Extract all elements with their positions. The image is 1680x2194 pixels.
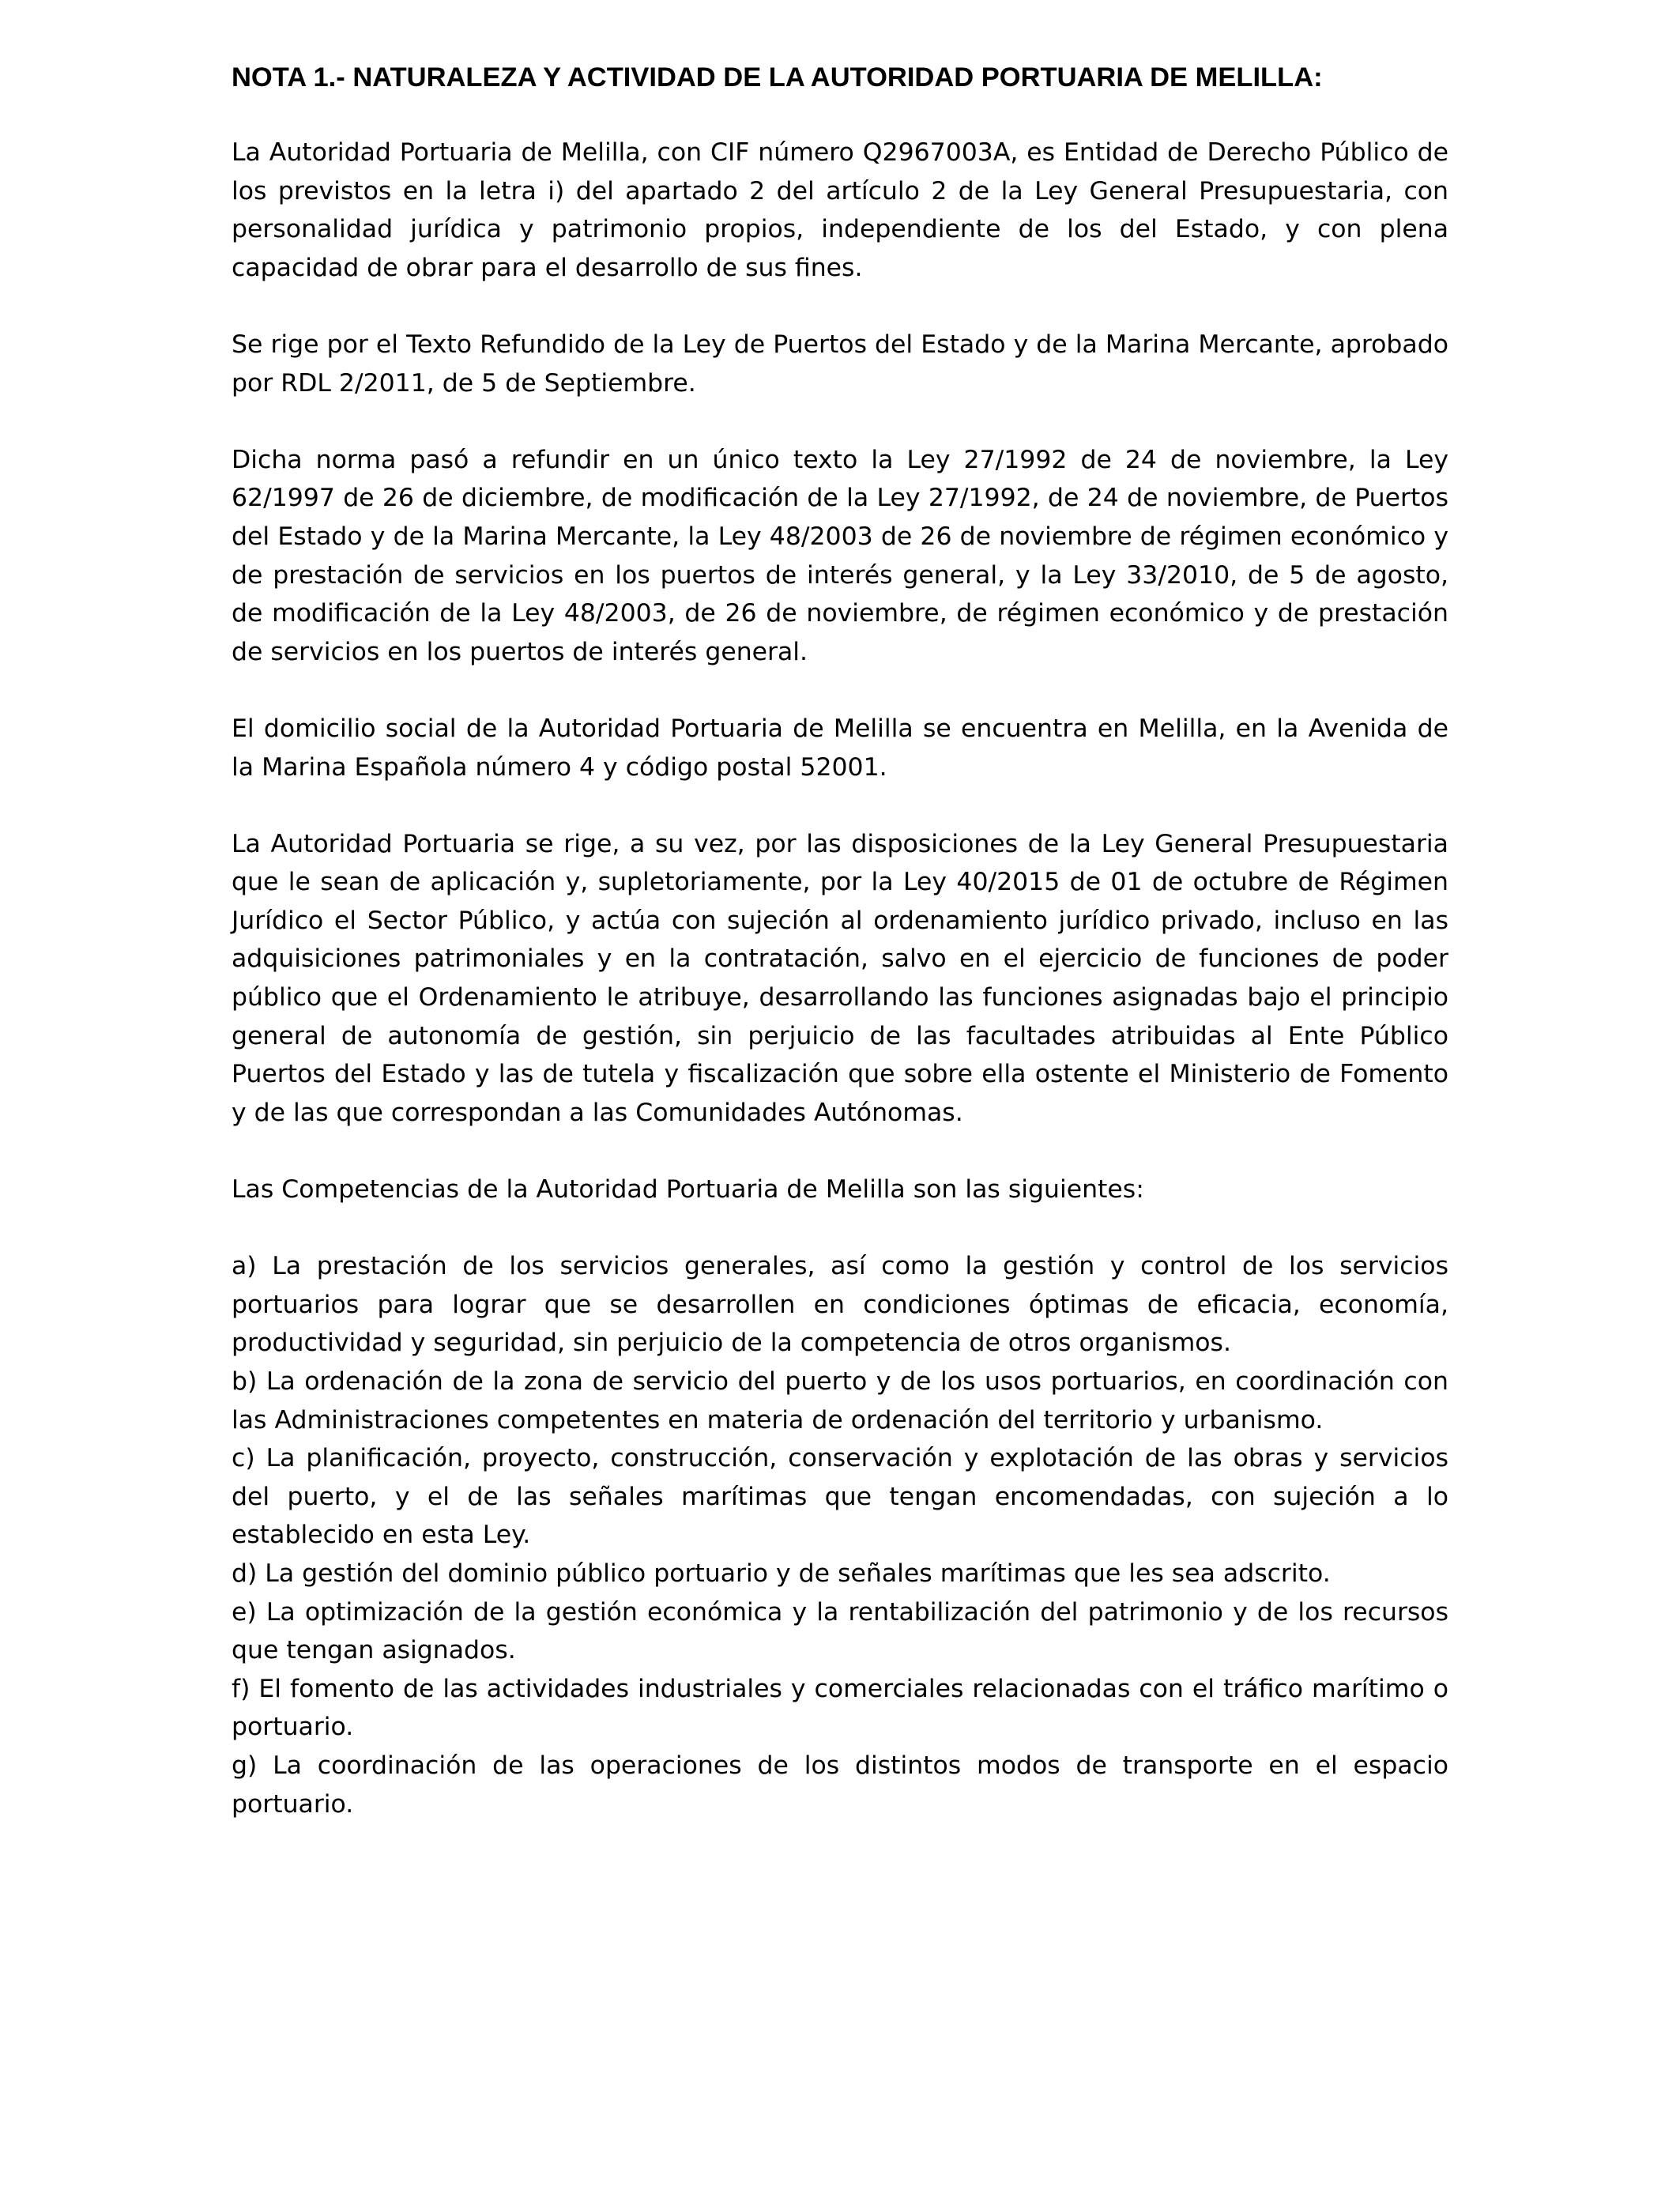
document-page [232,58,1448,1823]
list-item: b) La ordenación de la zona de servicio del puerto y de los usos portuarios, en coordinación con las Administraciones competentes en materia de ordenación del territorio y urbanismo. [232,1367,1448,1434]
competencias-list [232,1247,1448,1823]
list-item: c) La planificación, proyecto, construcción, conservación y explotación de las obras y servicios del puerto, y el de las señales marítimas que tengan encomendadas, con sujeción a lo establecido en esta Ley. [232,1444,1448,1550]
paragraph-norma-refundida: Dicha norma pasó a refundir en un único texto la Ley 27/1992 de 24 de noviembre, la Ley 62/1997 de 26 de diciembre, de modificación de la Ley 27/1992, de 24 de noviembre, de Puertos del Estado y de la Marina Mercante, la Ley 48/2003 de 26 de noviembre de régimen económico y de prestación de servicios en los puertos de interés general, y la Ley 33/2010, de 5 de agosto, de modificación de la Ley 48/2003, de 26 de noviembre, de régimen económico y de prestación de servicios en los puertos de interés general. [232,445,1448,666]
list-item: f) El fomento de las actividades industriales y comerciales relacionadas con el tráfico marítimo o portuario. [232,1674,1448,1742]
paragraph-texto-refundido: Se rige por el Texto Refundido de la Ley de Puertos del Estado y de la Marina Mercante, aprobado por RDL 2/2011, de 5 de Septiembre. [232,330,1448,398]
list-item: e) La optimización de la gestión económica y la rentabilización del patrimonio y de los recursos que tengan asignados. [232,1597,1448,1665]
list-item: d) La gestión del dominio público portuario y de señales marítimas que les sea adscrito. [232,1559,1331,1588]
list-item: g) La coordinación de las operaciones de los distintos modos de transporte en el espacio portuario. [232,1751,1448,1819]
list-item: a) La prestación de los servicios generales, así como la gestión y control de los servicios portuarios para lograr que se desarrollen en condiciones óptimas de eficacia, economía, productividad y seguridad, sin perjuicio de la competencia de otros organismos. [232,1252,1448,1358]
paragraph-competencias-intro: Las Competencias de la Autoridad Portuaria de Melilla son las siguientes: [232,1175,1144,1204]
paragraph-naturaleza: La Autoridad Portuaria de Melilla, con CIF número Q2967003A, es Entidad de Derecho Público de los previstos en la letra i) del apartado 2 del artículo 2 de la Ley General Presupuestaria, con personalidad jurídica y patrimonio propios, independiente de los del Estado, y con plena capacidad de obrar para el desarrollo de sus fines. [232,138,1448,282]
paragraph-domicilio-social: El domicilio social de la Autoridad Portuaria de Melilla se encuentra en Melilla, en la Avenida de la Marina Española número 4 y código postal 52001. [232,714,1448,782]
document-title: NOTA 1.- NATURALEZA Y ACTIVIDAD DE LA AUTORIDAD PORTUARIA DE MELILLA: [232,62,1323,92]
paragraph-regimen-juridico: La Autoridad Portuaria se rige, a su vez, por las disposiciones de la Ley General Presupuestaria que le sean de aplicación y, supletoriamente, por la Ley 40/2015 de 01 de octubre de Régimen Jurídico el Sector Público, y actúa con sujeción al ordenamiento jurídico privado, incluso en las adquisiciones patrimoniales y en la contratación, salvo en el ejercicio de funciones de poder público que el Ordenamiento le atribuye, desarrollando las funciones asignadas bajo el principio general de autonomía de gestión, sin perjuicio de las facultades atribuidas al Ente Público Puertos del Estado y las de tutela y fiscalización que sobre ella ostente el Ministerio de Fomento y de las que correspondan a las Comunidades Autónomas. [232,829,1448,1127]
